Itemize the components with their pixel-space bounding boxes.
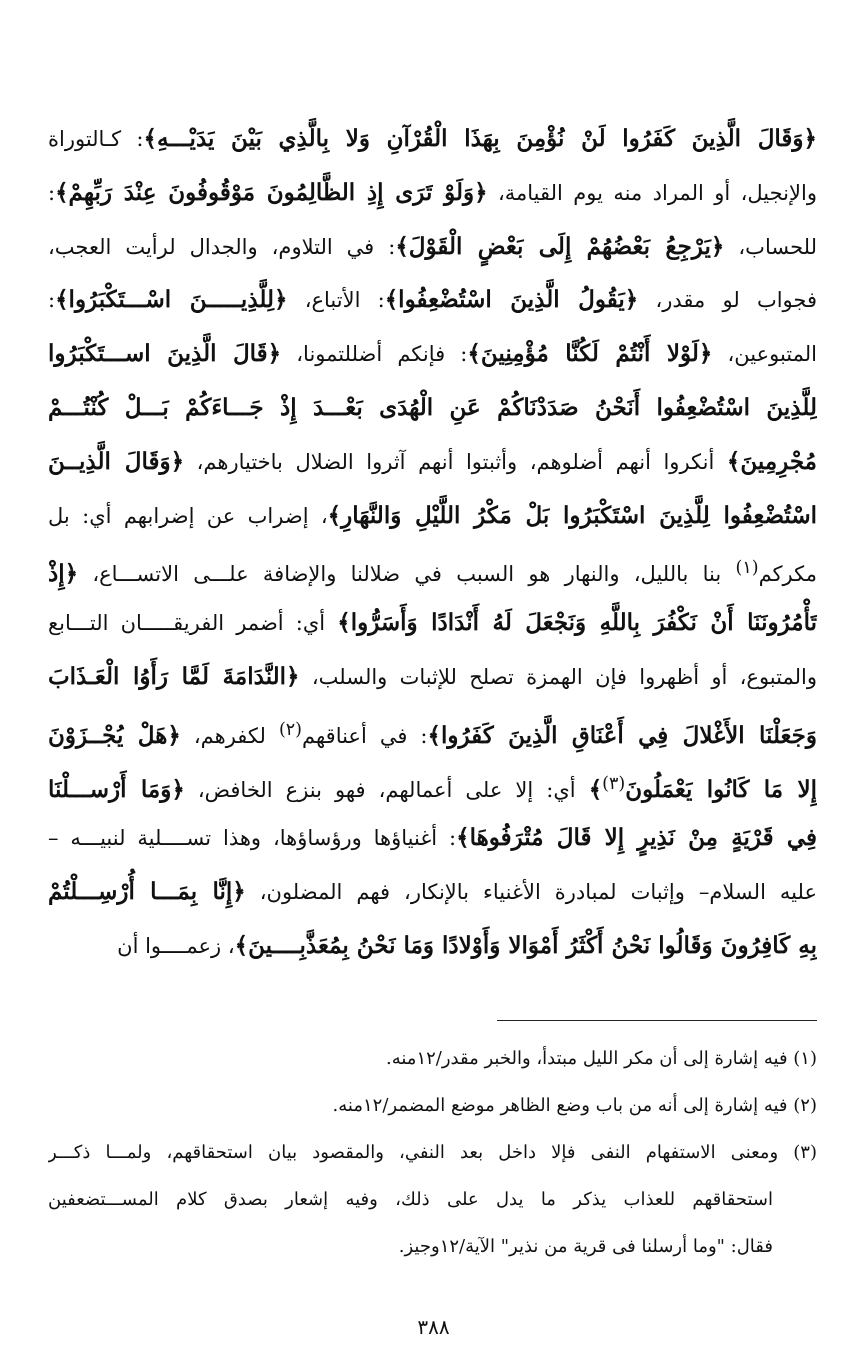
text-line (48, 166, 817, 220)
commentary-text (48, 112, 817, 973)
quran-verse: ﴿إِنَّا بِمَـــا أُرْسِـــلْتُمْ (48, 878, 246, 906)
quran-verse: ﴿هَلْ يُجْــزَوْنَ (48, 721, 181, 749)
commentary-span: أي: إلا على أعمالهم، فهو بنزع الخافض، (197, 777, 589, 802)
text-line (48, 273, 817, 327)
commentary-span: : أغنياؤها ورؤساؤها، وهذا تســــلية لنبيـــه – (48, 826, 457, 851)
commentary-span: والمتبوع، أو أظهروا فإن الهمزة تصلح للإثبات والسلب، (311, 664, 817, 689)
commentary-span: : الأتباع، (304, 288, 385, 313)
commentary-span: أي: أضمر الفريقـــــان التـــابع (48, 611, 338, 636)
commentary-span: لكفرهم، (193, 723, 279, 748)
text-line (48, 919, 817, 973)
commentary-span: مكركم (758, 562, 817, 587)
commentary-span: ، زعمــــوا أن (117, 933, 235, 958)
text-line (48, 542, 817, 596)
text-line (48, 220, 817, 274)
text-line (48, 381, 817, 435)
commentary-span: : في التلاوم، والجدال لرأيت العجب، (48, 234, 396, 259)
commentary-span: : في أعناقهم (302, 723, 428, 748)
footnote-marker: (١) (735, 558, 759, 579)
quran-verse: اسْتُضْعِفُوا لِلَّذِينَ اسْتَكْبَرُوا بَلْ مَكْرُ اللَّيْلِ وَالنَّهَارِ﴾ (327, 501, 817, 529)
commentary-span: : (48, 180, 56, 205)
text-line (48, 327, 817, 381)
quran-verse: إِلا مَا كَانُوا يَعْمَلُونَ (625, 775, 817, 803)
footnote-separator (497, 1020, 817, 1021)
footnote-2: (٢) فيه إشارة إلى أنه من باب وضع الظاهر موضع المضمر/١٢منه. (332, 1095, 817, 1116)
footnote-3-continued: فقال: "وما أرسلنا فى قرية من نذير" الآية/١٢وجيز. (398, 1236, 773, 1257)
quran-verse: ﴿وَمَا أَرْســـلْنَا (48, 775, 185, 803)
commentary-span: ، إضراب عن إضرابهم أي: بل (48, 503, 328, 528)
quran-verse: ﴿قَالَ الَّذِينَ اســـتَكْبَرُوا (48, 340, 282, 368)
footnote-3: (٣) ومعنى الاستفهام النفى فإلا داخل بعد النفي، والمقصود بيان استحقاقهم، ولمـــا ذكـــر (48, 1142, 817, 1163)
quran-verse: تَأْمُرُونَنَا أَنْ نَكْفُرَ بِاللَّهِ وَنَجْعَلَ لَهُ أَنْدَادًا وَأَسَرُّوا﴾ (337, 609, 817, 637)
quran-verse: ﴿وَقَالَ الَّذِيــنَ (48, 447, 185, 475)
quran-verse: ﴿يَقُولُ الَّذِينَ اسْتُضْعِفُوا﴾ (384, 286, 639, 314)
quran-verse: ﴿النَّدَامَةَ لَمَّا رَأَوُا الْعَـذَابَ (48, 662, 300, 690)
text-line (48, 811, 817, 865)
text-line (48, 435, 817, 489)
quran-verse: فِي قَرْيَةٍ مِنْ نَذِيرٍ إِلا قَالَ مُتْرَفُوهَا﴾ (456, 824, 817, 852)
commentary-span: بنا بالليل، والنهار هو السبب في ضلالنا والإضافة علـــى الاتســـاع، (92, 562, 736, 587)
footnote-marker: (٣) (602, 773, 626, 794)
text-line (48, 596, 817, 650)
commentary-span: فجواب لو مقدر، (655, 288, 817, 313)
commentary-span: المتبوعين، (727, 342, 817, 367)
commentary-span: أنكروا أنهم أضلوهم، وأثبتوا أنهم آثروا الضلال باختيارهم، (196, 449, 715, 474)
commentary-span: : كـالتوراة (48, 127, 144, 151)
page-number: ٣٨٨ (417, 1315, 450, 1339)
quran-verse: لِلَّذِينَ اسْتُضْعِفُوا أَنَحْنُ صَدَدْنَاكُمْ عَنِ الْهُدَى بَعْـــدَ إِذْ جَـــاءَكُمْ بَـــلْ كُنْتُـــمْ (48, 393, 817, 421)
text-line (48, 758, 817, 812)
footnote-3-continued: استحقاقهم للعذاب يذكر ما يدل على ذلك، وفيه إشعار بصدق كلام المســـتضعفين (48, 1189, 773, 1210)
text-line (48, 112, 817, 166)
commentary-span: والإنجيل، أو المراد منه يوم القيامة، (498, 180, 817, 205)
commentary-span: : فإنكم أضللتمونا، (296, 342, 468, 367)
quran-verse: مُجْرِمِينَ﴾ (726, 447, 817, 475)
quran-verse: ﴿وَلَوْ تَرَى إِذِ الظَّالِمُونَ مَوْقُوفُونَ عِنْدَ رَبِّهِمْ﴾ (55, 178, 488, 206)
quran-verse: ﴾ (588, 775, 603, 803)
quran-verse: وَجَعَلْنَا الأَغْلالَ فِي أَعْنَاقِ الَّذِينَ كَفَرُوا﴾ (427, 721, 817, 749)
quran-verse: بِهِ كَافِرُونَ وَقَالُوا نَحْنُ أَكْثَرُ أَمْوَالا وَأَوْلادًا وَمَا نَحْنُ بِمُعَذَّبِــــينَ﴾ (234, 931, 817, 959)
quran-verse: ﴿لَوْلا أَنْتُمْ لَكُنَّا مُؤْمِنِينَ﴾ (467, 340, 713, 368)
text-line (48, 650, 817, 704)
quran-verse: ﴿يَرْجِعُ بَعْضُهُمْ إِلَى بَعْضٍ الْقَوْلَ﴾ (395, 232, 725, 260)
quran-verse: ﴿لِلَّذِيـــــنَ اسْـــتَكْبَرُوا﴾ (55, 286, 288, 314)
text-line (48, 704, 817, 758)
footnote-1: (١) فيه إشارة إلى أن مكر الليل مبتدأ، والخبر مقدر/١٢منه. (386, 1048, 817, 1069)
text-line (48, 489, 817, 543)
footnotes (48, 1035, 817, 1270)
commentary-span: للحساب، (738, 234, 817, 259)
commentary-span: : (48, 288, 56, 313)
footnote-marker: (٢) (278, 719, 302, 740)
commentary-span: عليه السلام– وإثبات لمبادرة الأغنياء بالإنكار، فهم المضلون، (259, 880, 817, 905)
quran-verse: ﴿وَقَالَ الَّذِينَ كَفَرُوا لَنْ نُؤْمِنَ بِهَذَا الْقُرْآنِ وَلا بِالَّذِي بَيْنَ يَدَيْـــهِ﴾ (143, 125, 817, 152)
quran-verse: ﴿إِذْ (48, 560, 79, 588)
text-line (48, 865, 817, 919)
